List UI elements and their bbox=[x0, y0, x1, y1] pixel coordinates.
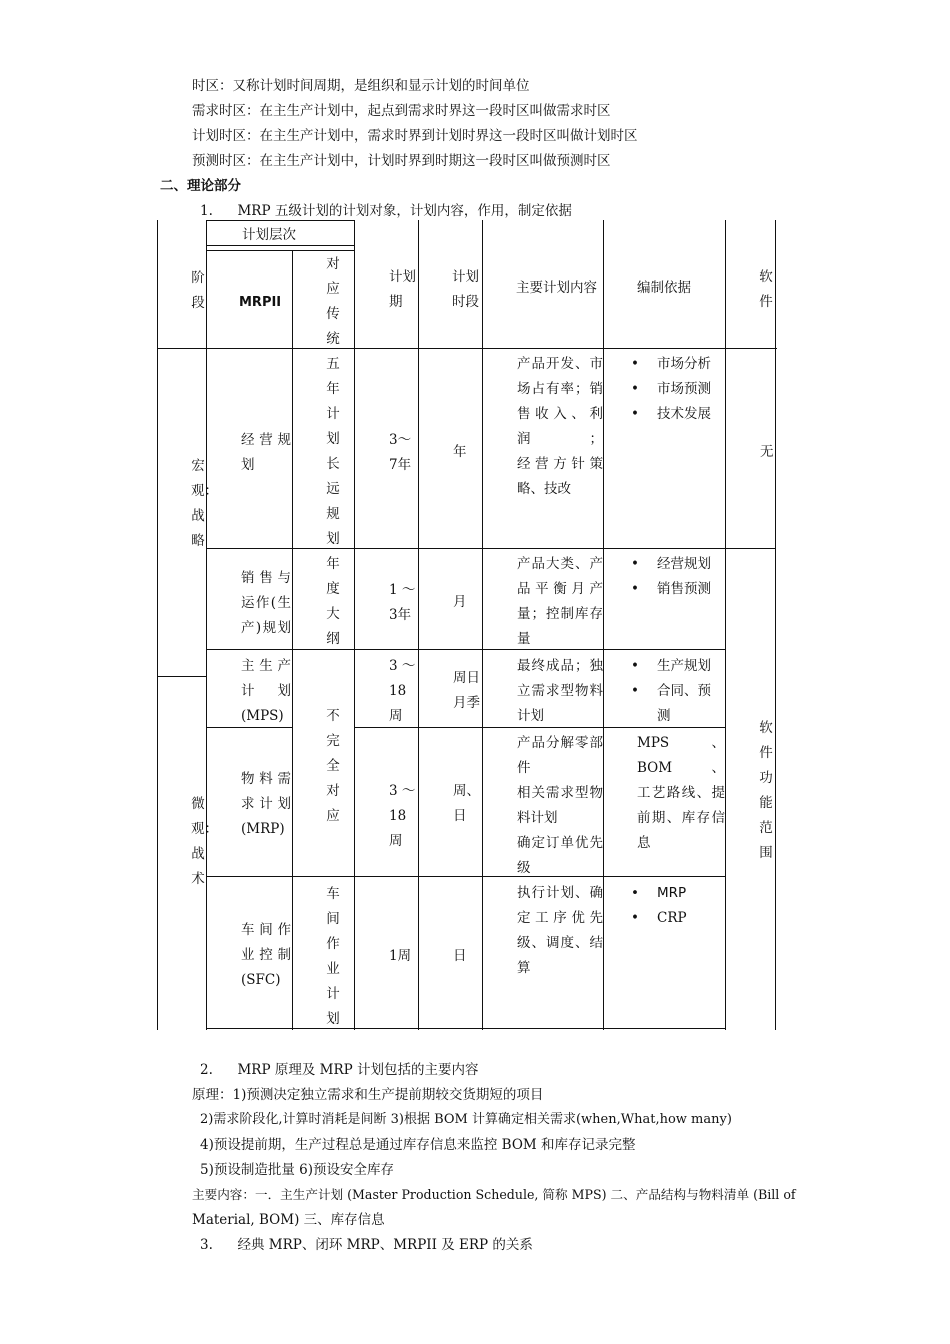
row-period: 3 ～ 18周 bbox=[389, 783, 416, 849]
question-2 bbox=[200, 1060, 479, 1080]
software-none: 无 bbox=[760, 444, 774, 460]
row-traditional: 五年计划长远规划 bbox=[326, 356, 340, 547]
stage-micro: 微观：战术 bbox=[191, 796, 218, 887]
section-heading: 二、理论部分 bbox=[160, 178, 241, 194]
question-2-number: 2. bbox=[200, 1062, 213, 1078]
row-traditional: 年度大纲 bbox=[326, 556, 340, 647]
intro-line-1: 时区：又称计划时间周期，是组织和显示计划的时间单位 bbox=[192, 78, 530, 94]
stage-macro: 宏观：战略 bbox=[191, 458, 218, 549]
question-3-text: 经典 MRP、闭环 MRP、MRPII 及 ERP 的关系 bbox=[237, 1237, 533, 1253]
row-bucket: 周、日 bbox=[453, 783, 480, 824]
row-content: 最终成品；独 立需求型物料 计划 bbox=[517, 658, 603, 724]
question-1 bbox=[200, 201, 572, 221]
row-period: 3 ～ 18周 bbox=[389, 658, 416, 724]
trad-incomplete: 不完全对应 bbox=[326, 708, 340, 824]
question-1-number: 1. bbox=[200, 203, 213, 219]
row-content: 产品分解零部 件 相关需求型物 料计划 确定订单优先 级 bbox=[517, 735, 603, 876]
question-3-number: 3. bbox=[200, 1237, 213, 1253]
header-software: 软件 bbox=[759, 269, 773, 310]
row-basis: • 生产规划 • 合同、预 测 bbox=[631, 658, 711, 724]
row-mrpii: 经营规划 bbox=[241, 432, 291, 473]
row-basis: • 经营规划 • 销售预测 bbox=[631, 556, 711, 597]
header-bucket: 计划时段 bbox=[452, 269, 479, 310]
row-bucket: 日 bbox=[453, 948, 467, 964]
header-content: 主要计划内容 bbox=[516, 280, 597, 296]
row-content: 执行计划、确 定工序优先 级、调度、结 算 bbox=[517, 885, 603, 976]
software-scope: 软件功能范围 bbox=[759, 720, 773, 861]
principle-line-4: 5)预设制造批量 6)预设安全库存 bbox=[200, 1162, 395, 1178]
intro-line-3: 计划时区：在主生产计划中，需求时界到计划时界这一段时区叫做计划时区 bbox=[192, 128, 638, 144]
main-content-line-2: Material, BOM) 三、库存信息 bbox=[192, 1212, 385, 1228]
row-basis: MPS、BOM、 工艺路线、提 前期、库存信 息 bbox=[637, 735, 725, 851]
header-basis: 编制依据 bbox=[637, 280, 691, 296]
header-mrpii: MRPII bbox=[239, 295, 282, 310]
principle-line-3: 4)预设提前期，生产过程总是通过库存信息来监控 BOM 和库存记录完整 bbox=[200, 1137, 636, 1153]
row-period: 1周 bbox=[389, 948, 412, 964]
row-mrpii: 销售与运作(生产)规划 bbox=[241, 570, 291, 636]
row-period: 3～7年 bbox=[389, 432, 412, 473]
row-traditional: 车间作业计划 bbox=[326, 886, 340, 1027]
principle-line-1: 原理：1)预测决定独立需求和生产提前期较交货期短的项目 bbox=[192, 1087, 544, 1103]
intro-line-4: 预测时区：在主生产计划中，计划时界到时期这一段时区叫做预测时区 bbox=[192, 153, 611, 169]
header-traditional: 对应传统 bbox=[326, 256, 340, 347]
intro-line-2: 需求时区：在主生产计划中，起点到需求时界这一段时区叫做需求时区 bbox=[192, 103, 611, 119]
row-bucket: 年 bbox=[453, 444, 467, 460]
row-bucket: 月 bbox=[453, 594, 467, 610]
row-content: 产品大类、产 品平衡月产 量；控制库存 量 bbox=[517, 556, 603, 647]
question-2-text: MRP 原理及 MRP 计划包括的主要内容 bbox=[237, 1062, 479, 1078]
question-3 bbox=[200, 1235, 533, 1255]
header-stage: 阶段 bbox=[191, 270, 205, 311]
row-content: 产品开发、市 场占有率；销 售收入、利润； 经营方针策 略、技改 bbox=[517, 356, 603, 497]
row-basis: • MRP • CRP bbox=[631, 885, 687, 926]
header-level: 计划层次 bbox=[242, 227, 296, 243]
row-mrpii: 物料需求计划(MRP) bbox=[241, 771, 291, 837]
header-period: 计划期 bbox=[389, 269, 416, 310]
row-mrpii: 主生产计划(MPS) bbox=[241, 658, 291, 724]
row-mrpii: 车间作业控制(SFC) bbox=[241, 922, 291, 988]
mrp-plan-table bbox=[157, 220, 777, 1030]
row-period: 1 ～ 3年 bbox=[389, 582, 416, 623]
principle-line-2: 2)需求阶段化,计算时消耗是间断 3)根据 BOM 计算确定相关需求(when,What,how many) bbox=[200, 1112, 732, 1127]
row-bucket: 周日月季 bbox=[453, 670, 480, 711]
question-1-text: MRP 五级计划的计划对象，计划内容，作用，制定依据 bbox=[237, 203, 572, 219]
row-basis: • 市场分析 • 市场预测 • 技术发展 bbox=[631, 356, 711, 422]
main-content-line-1: 主要内容：一．主生产计划 (Master Production Schedule, 简称 MPS) 二、产品结构与物料清单 (Bill of bbox=[192, 1187, 796, 1202]
